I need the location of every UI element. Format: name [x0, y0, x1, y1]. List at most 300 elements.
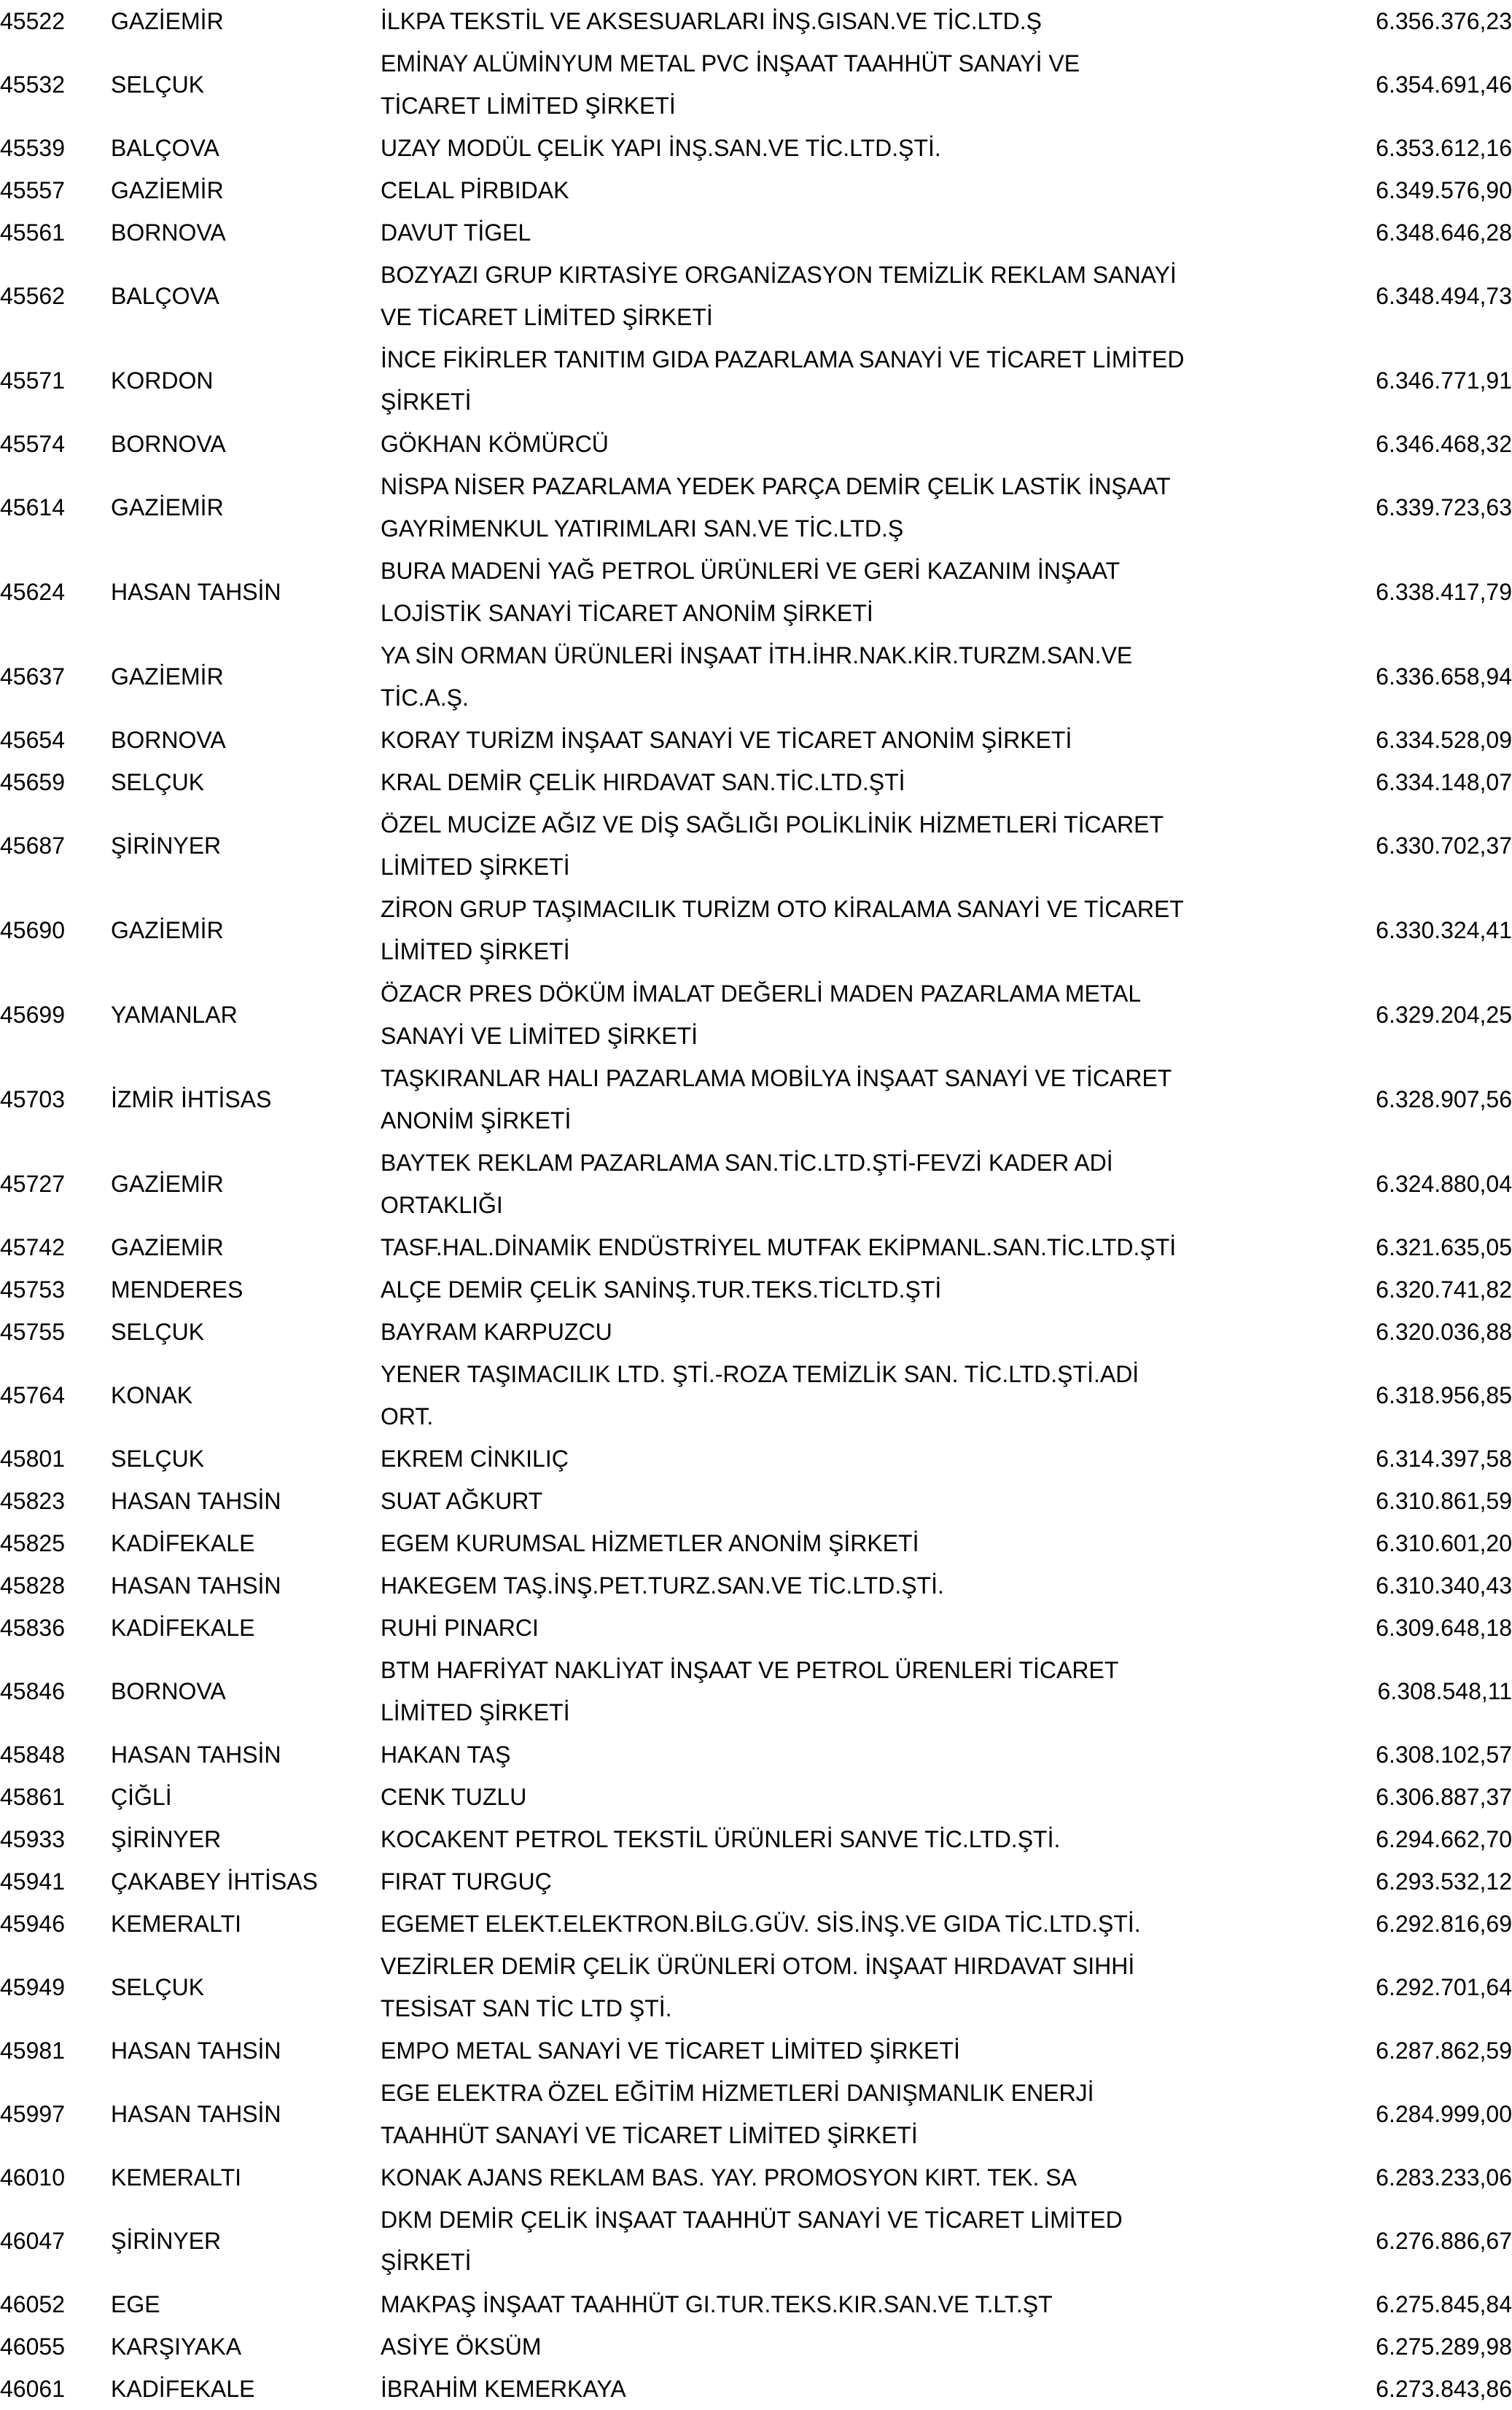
- tax-office-label: HASAN TAHSİN: [111, 2101, 281, 2127]
- row-tax-office: [111, 1438, 381, 1480]
- row-debt-amount: 6.310.340,43: [1376, 1572, 1512, 1599]
- row-taxpayer-name: [381, 2283, 1343, 2325]
- row-sequence-number: 45825: [0, 1530, 65, 1556]
- row-debt-amount: 6.324.880,04: [1376, 1171, 1512, 1197]
- row-sequence-number: 45801: [0, 1446, 65, 1472]
- row-taxpayer-name: [381, 1142, 1343, 1226]
- row-tax-office: [111, 1522, 381, 1564]
- table-row: [0, 0, 1512, 42]
- taxpayer-name-line: DAVUT TİGEL: [381, 219, 531, 246]
- taxpayer-name-line: TİC.A.Ş.: [381, 685, 469, 711]
- row-tax-office: [111, 1649, 381, 1734]
- row-debt-amount: 6.284.999,00: [1376, 2101, 1512, 2127]
- table-row: [0, 761, 1512, 803]
- row-debt-amount: 6.346.771,91: [1376, 367, 1512, 394]
- row-sequence-number: 45690: [0, 917, 65, 943]
- row-sequence-number: 45703: [0, 1086, 65, 1112]
- tax-office-label: BORNOVA: [111, 219, 226, 246]
- taxpayer-name-line: HAKEGEM TAŞ.İNŞ.PET.TURZ.SAN.VE TİC.LTD.ŞTİ.: [381, 1572, 944, 1599]
- row-debt-amount: 6.321.635,05: [1376, 1234, 1512, 1260]
- table-row: [0, 2325, 1512, 2368]
- taxpayer-name-line: BURA MADENİ YAĞ PETROL ÜRÜNLERİ VE GERİ KAZANIM İNŞAAT: [381, 558, 1121, 584]
- taxpayer-name-line: TAAHHÜT SANAYİ VE TİCARET LİMİTED ŞİRKETİ: [381, 2122, 918, 2148]
- row-tax-office: [111, 127, 381, 169]
- row-taxpayer-name: [381, 211, 1343, 254]
- table-row: [0, 719, 1512, 761]
- tax-office-label: SELÇUK: [111, 1974, 205, 2000]
- taxpayer-name-line: FIRAT TURGUÇ: [381, 1868, 552, 1895]
- taxpayer-name-line: BOZYAZI GRUP KIRTASİYE ORGANİZASYON TEMİZLİK REKLAM SANAYİ: [381, 262, 1177, 288]
- row-sequence-number: 45539: [0, 135, 65, 161]
- row-tax-office: [111, 169, 381, 211]
- table-row: [0, 2072, 1512, 2156]
- row-sequence-number: 45836: [0, 1615, 65, 1641]
- taxpayer-name-line: SUAT AĞKURT: [381, 1488, 543, 1514]
- row-sequence-number: 45557: [0, 177, 65, 203]
- row-debt-amount: 6.338.417,79: [1376, 579, 1512, 605]
- taxpayer-name-line: ORTAKLIĞI: [381, 1192, 503, 1218]
- row-sequence-number: 45997: [0, 2101, 65, 2127]
- row-debt-amount: 6.339.723,63: [1376, 494, 1512, 520]
- row-tax-office: [111, 2072, 381, 2156]
- row-sequence-number: 45654: [0, 727, 65, 753]
- tax-office-label: HASAN TAHSİN: [111, 1488, 281, 1514]
- table-row: [0, 423, 1512, 465]
- tax-office-label: ŞİRİNYER: [111, 2228, 222, 2254]
- tax-office-label: BALÇOVA: [111, 283, 219, 309]
- row-sequence-number: 45727: [0, 1171, 65, 1197]
- taxpayer-name-line: İLKPA TEKSTİL VE AKSESUARLARI İNŞ.GISAN.VE TİC.LTD.Ş: [381, 8, 1042, 34]
- row-tax-office: [111, 1945, 381, 2029]
- tax-office-label: KADİFEKALE: [111, 1530, 255, 1556]
- row-tax-office: [111, 1564, 381, 1607]
- row-debt-amount: 6.309.648,18: [1376, 1615, 1512, 1641]
- tax-office-label: ŞİRİNYER: [111, 832, 222, 859]
- table-row: [0, 1142, 1512, 1226]
- row-taxpayer-name: [381, 1311, 1343, 1353]
- row-debt-amount: 6.330.324,41: [1376, 917, 1512, 943]
- taxpayer-name-line: ORT.: [381, 1403, 434, 1430]
- row-taxpayer-name: [381, 2368, 1343, 2410]
- taxpayer-name-line: UZAY MODÜL ÇELİK YAPI İNŞ.SAN.VE TİC.LTD.ŞTİ.: [381, 135, 941, 161]
- taxpayer-name-line: CELAL PİRBIDAK: [381, 177, 569, 203]
- table-row: [0, 2199, 1512, 2283]
- tax-office-label: MENDERES: [111, 1276, 243, 1303]
- row-debt-amount: 6.275.845,84: [1376, 2291, 1512, 2317]
- row-taxpayer-name: [381, 127, 1343, 169]
- row-debt-amount: 6.330.702,37: [1376, 832, 1512, 859]
- row-tax-office: [111, 465, 381, 550]
- row-tax-office: [111, 42, 381, 127]
- table-row: [0, 211, 1512, 254]
- row-debt-amount: 6.320.741,82: [1376, 1276, 1512, 1303]
- table-row: [0, 1860, 1512, 1903]
- table-row: [0, 1311, 1512, 1353]
- table-row: [0, 338, 1512, 423]
- row-taxpayer-name: [381, 1903, 1343, 1945]
- row-taxpayer-name: [381, 719, 1343, 761]
- tax-office-label: GAZİEMİR: [111, 663, 224, 690]
- row-debt-amount: 6.293.532,12: [1376, 1868, 1512, 1895]
- row-debt-amount: 6.336.658,94: [1376, 663, 1512, 690]
- table-row: [0, 1438, 1512, 1480]
- taxpayer-name-line: LOJİSTİK SANAYİ TİCARET ANONİM ŞİRKETİ: [381, 600, 873, 626]
- row-taxpayer-name: [381, 2199, 1343, 2283]
- taxpayer-name-line: TİCARET LİMİTED ŞİRKETİ: [381, 93, 676, 119]
- row-debt-amount: 6.334.148,07: [1376, 769, 1512, 795]
- row-taxpayer-name: [381, 1607, 1343, 1649]
- row-taxpayer-name: [381, 1776, 1343, 1818]
- row-debt-amount: 6.349.576,90: [1376, 177, 1512, 203]
- tax-office-label: EGE: [111, 2291, 160, 2317]
- row-sequence-number: 45659: [0, 769, 65, 795]
- row-tax-office: [111, 1311, 381, 1353]
- row-tax-office: [111, 423, 381, 465]
- row-debt-amount: 6.348.494,73: [1376, 283, 1512, 309]
- row-tax-office: [111, 761, 381, 803]
- row-debt-amount: 6.354.691,46: [1376, 71, 1512, 98]
- taxpayer-name-line: SANAYİ VE LİMİTED ŞİRKETİ: [381, 1023, 698, 1049]
- table-row: [0, 254, 1512, 338]
- taxpayer-name-line: ASİYE ÖKSÜM: [381, 2333, 542, 2360]
- row-tax-office: [111, 0, 381, 42]
- taxpayer-name-line: LİMİTED ŞİRKETİ: [381, 938, 570, 964]
- row-sequence-number: 45941: [0, 1868, 65, 1895]
- row-debt-amount: 6.310.861,59: [1376, 1488, 1512, 1514]
- table-row: [0, 1564, 1512, 1607]
- row-debt-amount: 6.310.601,20: [1376, 1530, 1512, 1556]
- row-sequence-number: 45522: [0, 8, 65, 34]
- taxpayer-name-line: KRAL DEMİR ÇELİK HIRDAVAT SAN.TİC.LTD.ŞTİ: [381, 769, 905, 795]
- row-taxpayer-name: [381, 2325, 1343, 2368]
- row-sequence-number: 46055: [0, 2333, 65, 2360]
- table-row: [0, 1268, 1512, 1311]
- row-taxpayer-name: [381, 1945, 1343, 2029]
- taxpayer-name-line: YENER TAŞIMACILIK LTD. ŞTİ.-ROZA TEMİZLİK SAN. TİC.LTD.ŞTİ.ADİ: [381, 1361, 1139, 1387]
- tax-office-label: İZMİR İHTİSAS: [111, 1086, 272, 1112]
- taxpayer-name-line: ŞİRKETİ: [381, 389, 472, 415]
- taxpayer-name-line: VEZİRLER DEMİR ÇELİK ÜRÜNLERİ OTOM. İNŞAAT HIRDAVAT SIHHİ: [381, 1953, 1135, 1979]
- row-debt-amount: 6.275.289,98: [1376, 2333, 1512, 2360]
- row-taxpayer-name: [381, 1057, 1343, 1142]
- tax-office-label: SELÇUK: [111, 769, 205, 795]
- taxpayer-name-line: GAYRİMENKUL YATIRIMLARI SAN.VE TİC.LTD.Ş: [381, 515, 904, 542]
- taxpayer-name-line: BAYTEK REKLAM PAZARLAMA SAN.TİC.LTD.ŞTİ-FEVZİ KADER ADİ: [381, 1150, 1113, 1176]
- row-sequence-number: 45848: [0, 1742, 65, 1768]
- taxpayer-name-line: YA SİN ORMAN ÜRÜNLERİ İNŞAAT İTH.İHR.NAK.KİR.TURZM.SAN.VE: [381, 642, 1133, 668]
- row-debt-amount: 6.346.468,32: [1376, 431, 1512, 457]
- table-row: [0, 1057, 1512, 1142]
- tax-office-label: BALÇOVA: [111, 135, 219, 161]
- row-taxpayer-name: [381, 423, 1343, 465]
- row-sequence-number: 45946: [0, 1911, 65, 1937]
- tax-office-label: GAZİEMİR: [111, 917, 224, 943]
- row-sequence-number: 45742: [0, 1234, 65, 1260]
- tax-office-label: ÇAKABEY İHTİSAS: [111, 1868, 318, 1895]
- row-debt-amount: 6.292.816,69: [1376, 1911, 1512, 1937]
- table-row: [0, 1776, 1512, 1818]
- tax-office-label: GAZİEMİR: [111, 8, 224, 34]
- taxpayer-name-line: TASF.HAL.DİNAMİK ENDÜSTRİYEL MUTFAK EKİPMANL.SAN.TİC.LTD.ŞTİ: [381, 1234, 1177, 1260]
- tax-office-label: GAZİEMİR: [111, 1234, 224, 1260]
- row-debt-amount: 6.308.102,57: [1376, 1742, 1512, 1768]
- taxpayer-name-line: KONAK AJANS REKLAM BAS. YAY. PROMOSYON KIRT. TEK. SA: [381, 2164, 1077, 2191]
- table-row: [0, 1353, 1512, 1438]
- row-taxpayer-name: [381, 634, 1343, 719]
- row-tax-office: [111, 634, 381, 719]
- row-debt-amount: 6.287.862,59: [1376, 2037, 1512, 2064]
- row-tax-office: [111, 1057, 381, 1142]
- row-debt-amount: 6.308.548,11: [1377, 1678, 1512, 1704]
- table-row: [0, 1903, 1512, 1945]
- tax-office-label: KARŞIYAKA: [111, 2333, 242, 2360]
- row-debt-amount: 6.276.886,67: [1376, 2228, 1512, 2254]
- table-row: [0, 465, 1512, 550]
- row-sequence-number: 45687: [0, 832, 65, 859]
- taxpayer-name-line: BTM HAFRİYAT NAKLİYAT İNŞAAT VE PETROL ÜRENLERİ TİCARET: [381, 1657, 1119, 1683]
- table-row: [0, 1734, 1512, 1776]
- row-tax-office: [111, 2156, 381, 2199]
- taxpayer-name-line: ÖZACR PRES DÖKÜM İMALAT DEĞERLİ MADEN PAZARLAMA METAL: [381, 980, 1142, 1007]
- row-taxpayer-name: [381, 888, 1343, 972]
- tax-office-label: HASAN TAHSİN: [111, 2037, 281, 2064]
- row-tax-office: [111, 1818, 381, 1860]
- table-row: [0, 550, 1512, 634]
- row-taxpayer-name: [381, 1353, 1343, 1438]
- taxpayer-name-line: EMPO METAL SANAYİ VE TİCARET LİMİTED ŞİRKETİ: [381, 2037, 960, 2064]
- row-sequence-number: 45949: [0, 1974, 65, 2000]
- row-tax-office: [111, 550, 381, 634]
- row-tax-office: [111, 1142, 381, 1226]
- taxpayer-name-line: EGEMET ELEKT.ELEKTRON.BİLG.GÜV. SİS.İNŞ.VE GIDA TİC.LTD.ŞTİ.: [381, 1911, 1141, 1937]
- row-tax-office: [111, 254, 381, 338]
- table-row: [0, 634, 1512, 719]
- tax-office-label: HASAN TAHSİN: [111, 1742, 281, 1768]
- table-row: [0, 1522, 1512, 1564]
- row-tax-office: [111, 1903, 381, 1945]
- row-taxpayer-name: [381, 1438, 1343, 1480]
- taxpayer-name-line: BAYRAM KARPUZCU: [381, 1319, 612, 1345]
- row-sequence-number: 45699: [0, 1002, 65, 1028]
- table-row: [0, 2368, 1512, 2410]
- row-sequence-number: 45614: [0, 494, 65, 520]
- row-sequence-number: 46047: [0, 2228, 65, 2254]
- row-taxpayer-name: [381, 0, 1343, 42]
- row-taxpayer-name: [381, 1734, 1343, 1776]
- row-sequence-number: 45846: [0, 1678, 65, 1704]
- tax-office-label: GAZİEMİR: [111, 494, 224, 520]
- row-debt-amount: 6.294.662,70: [1376, 1826, 1512, 1852]
- row-debt-amount: 6.314.397,58: [1376, 1446, 1512, 1472]
- taxpayer-name-line: GÖKHAN KÖMÜRCÜ: [381, 431, 609, 457]
- taxpayer-name-line: İNCE FİKİRLER TANITIM GIDA PAZARLAMA SANAYİ VE TİCARET LİMİTED: [381, 346, 1185, 373]
- taxpayer-name-line: İBRAHİM KEMERKAYA: [381, 2376, 626, 2402]
- taxpayer-name-line: TAŞKIRANLAR HALI PAZARLAMA MOBİLYA İNŞAAT SANAYİ VE TİCARET: [381, 1065, 1172, 1091]
- row-sequence-number: 45637: [0, 663, 65, 690]
- taxpayer-name-line: MAKPAŞ İNŞAAT TAAHHÜT GI.TUR.TEKS.KIR.SAN.VE T.LT.ŞT: [381, 2291, 1053, 2317]
- table-row: [0, 888, 1512, 972]
- tax-office-label: KEMERALTI: [111, 1911, 241, 1937]
- tax-office-label: YAMANLAR: [111, 1002, 238, 1028]
- row-taxpayer-name: [381, 2156, 1343, 2199]
- row-taxpayer-name: [381, 1522, 1343, 1564]
- tax-office-label: SELÇUK: [111, 1319, 205, 1345]
- row-taxpayer-name: [381, 1564, 1343, 1607]
- taxpayer-name-line: EMİNAY ALÜMİNYUM METAL PVC İNŞAAT TAAHHÜT SANAYİ VE: [381, 50, 1080, 77]
- tax-office-label: HASAN TAHSİN: [111, 579, 281, 605]
- row-taxpayer-name: [381, 169, 1343, 211]
- table-row: [0, 2283, 1512, 2325]
- row-taxpayer-name: [381, 1480, 1343, 1522]
- row-sequence-number: 45755: [0, 1319, 65, 1345]
- row-sequence-number: 46010: [0, 2164, 65, 2191]
- row-taxpayer-name: [381, 1268, 1343, 1311]
- tax-office-label: HASAN TAHSİN: [111, 1572, 281, 1599]
- taxpayer-name-line: NİSPA NİSER PAZARLAMA YEDEK PARÇA DEMİR ÇELİK LASTİK İNŞAAT: [381, 473, 1171, 499]
- row-sequence-number: 45753: [0, 1276, 65, 1303]
- row-sequence-number: 45764: [0, 1382, 65, 1408]
- row-tax-office: [111, 2029, 381, 2072]
- row-tax-office: [111, 972, 381, 1057]
- row-sequence-number: 45981: [0, 2037, 65, 2064]
- taxpayer-name-line: KOCAKENT PETROL TEKSTİL ÜRÜNLERİ SANVE TİC.LTD.ŞTİ.: [381, 1826, 1061, 1852]
- taxpayer-name-line: ZİRON GRUP TAŞIMACILIK TURİZM OTO KİRALAMA SANAYİ VE TİCARET: [381, 896, 1184, 922]
- tax-office-label: GAZİEMİR: [111, 177, 224, 203]
- row-debt-amount: 6.328.907,56: [1376, 1086, 1512, 1112]
- row-debt-amount: 6.353.612,16: [1376, 135, 1512, 161]
- tax-office-label: BORNOVA: [111, 1678, 226, 1704]
- table-row: [0, 1818, 1512, 1860]
- row-sequence-number: 45561: [0, 219, 65, 246]
- row-sequence-number: 45562: [0, 283, 65, 309]
- taxpayer-name-line: KORAY TURİZM İNŞAAT SANAYİ VE TİCARET ANONİM ŞİRKETİ: [381, 727, 1072, 753]
- taxpayer-name-line: HAKAN TAŞ: [381, 1742, 511, 1768]
- tax-office-label: GAZİEMİR: [111, 1171, 224, 1197]
- tax-office-label: KONAK: [111, 1382, 193, 1408]
- row-debt-amount: 6.292.701,64: [1376, 1974, 1512, 2000]
- tax-office-label: BORNOVA: [111, 431, 226, 457]
- table-row: [0, 169, 1512, 211]
- taxpayer-name-line: EGE ELEKTRA ÖZEL EĞİTİM HİZMETLERİ DANIŞMANLIK ENERJİ: [381, 2080, 1094, 2106]
- row-debt-amount: 6.334.528,09: [1376, 727, 1512, 753]
- row-tax-office: [111, 888, 381, 972]
- row-taxpayer-name: [381, 1226, 1343, 1268]
- row-debt-amount: 6.320.036,88: [1376, 1319, 1512, 1345]
- row-tax-office: [111, 211, 381, 254]
- row-taxpayer-name: [381, 550, 1343, 634]
- taxpayer-name-line: DKM DEMİR ÇELİK İNŞAAT TAAHHÜT SANAYİ VE TİCARET LİMİTED: [381, 2207, 1123, 2233]
- table-row: [0, 972, 1512, 1057]
- tax-office-label: KEMERALTI: [111, 2164, 241, 2191]
- row-sequence-number: 46061: [0, 2376, 65, 2402]
- table-row: [0, 127, 1512, 169]
- row-taxpayer-name: [381, 2072, 1343, 2156]
- row-tax-office: [111, 1776, 381, 1818]
- table-row: [0, 2029, 1512, 2072]
- tax-office-label: ÇİĞLİ: [111, 1784, 172, 1810]
- row-sequence-number: 45532: [0, 71, 65, 98]
- row-tax-office: [111, 1226, 381, 1268]
- table-row: [0, 1226, 1512, 1268]
- table-row: [0, 1480, 1512, 1522]
- row-tax-office: [111, 2368, 381, 2410]
- row-taxpayer-name: [381, 254, 1343, 338]
- table-row: [0, 803, 1512, 888]
- row-sequence-number: 45828: [0, 1572, 65, 1599]
- taxpayer-name-line: ALÇE DEMİR ÇELİK SANİNŞ.TUR.TEKS.TİCLTD.ŞTİ: [381, 1276, 942, 1303]
- row-taxpayer-name: [381, 1818, 1343, 1860]
- tax-office-label: KORDON: [111, 367, 214, 394]
- row-taxpayer-name: [381, 1860, 1343, 1903]
- row-sequence-number: 46052: [0, 2291, 65, 2317]
- row-sequence-number: 45571: [0, 367, 65, 394]
- taxpayer-name-line: LİMİTED ŞİRKETİ: [381, 1699, 570, 1725]
- taxpayer-name-line: TESİSAT SAN TİC LTD ŞTİ.: [381, 1995, 672, 2021]
- row-tax-office: [111, 1860, 381, 1903]
- tax-office-label: SELÇUK: [111, 71, 205, 98]
- tax-office-label: KADİFEKALE: [111, 1615, 255, 1641]
- row-tax-office: [111, 338, 381, 423]
- taxpayer-name-line: LİMİTED ŞİRKETİ: [381, 854, 570, 880]
- taxpayer-name-line: RUHİ PINARCI: [381, 1615, 539, 1641]
- tax-office-label: SELÇUK: [111, 1446, 205, 1472]
- table-row: [0, 1607, 1512, 1649]
- taxpayer-name-line: ŞİRKETİ: [381, 2249, 472, 2275]
- taxpayer-name-line: VE TİCARET LİMİTED ŞİRKETİ: [381, 304, 713, 330]
- row-taxpayer-name: [381, 465, 1343, 550]
- taxpayer-name-line: CENK TUZLU: [381, 1784, 527, 1810]
- row-tax-office: [111, 2199, 381, 2283]
- row-debt-amount: 6.348.646,28: [1376, 219, 1512, 246]
- row-debt-amount: 6.273.843,86: [1376, 2376, 1512, 2402]
- row-tax-office: [111, 1480, 381, 1522]
- table-row: [0, 1649, 1512, 1734]
- taxpayer-name-line: EKREM CİNKILIÇ: [381, 1446, 569, 1472]
- row-sequence-number: 45861: [0, 1784, 65, 1810]
- row-tax-office: [111, 2283, 381, 2325]
- table-row: [0, 1945, 1512, 2029]
- tax-office-label: KADİFEKALE: [111, 2376, 255, 2402]
- taxpayer-name-line: ANONİM ŞİRKETİ: [381, 1107, 572, 1134]
- row-taxpayer-name: [381, 803, 1343, 888]
- row-debt-amount: 6.283.233,06: [1376, 2164, 1512, 2191]
- row-sequence-number: 45574: [0, 431, 65, 457]
- row-tax-office: [111, 719, 381, 761]
- taxpayer-name-line: EGEM KURUMSAL HİZMETLER ANONİM ŞİRKETİ: [381, 1530, 919, 1556]
- row-taxpayer-name: [381, 1649, 1343, 1734]
- row-tax-office: [111, 1353, 381, 1438]
- row-debt-amount: 6.356.376,23: [1376, 8, 1512, 34]
- row-tax-office: [111, 1268, 381, 1311]
- row-debt-amount: 6.329.204,25: [1376, 1002, 1512, 1028]
- row-debt-amount: 6.318.956,85: [1376, 1382, 1512, 1408]
- row-tax-office: [111, 803, 381, 888]
- row-sequence-number: 45624: [0, 579, 65, 605]
- row-debt-amount: 6.306.887,37: [1376, 1784, 1512, 1810]
- row-sequence-number: 45933: [0, 1826, 65, 1852]
- row-tax-office: [111, 1607, 381, 1649]
- taxpayer-name-line: ÖZEL MUCİZE AĞIZ VE DİŞ SAĞLIĞI POLİKLİNİK HİZMETLERİ TİCARET: [381, 811, 1164, 838]
- row-taxpayer-name: [381, 761, 1343, 803]
- table-row: [0, 42, 1512, 127]
- tax-office-label: ŞİRİNYER: [111, 1826, 222, 1852]
- row-sequence-number: 45823: [0, 1488, 65, 1514]
- tax-office-label: BORNOVA: [111, 727, 226, 753]
- row-tax-office: [111, 1734, 381, 1776]
- table-row: [0, 2156, 1512, 2199]
- row-taxpayer-name: [381, 338, 1343, 423]
- row-tax-office: [111, 2325, 381, 2368]
